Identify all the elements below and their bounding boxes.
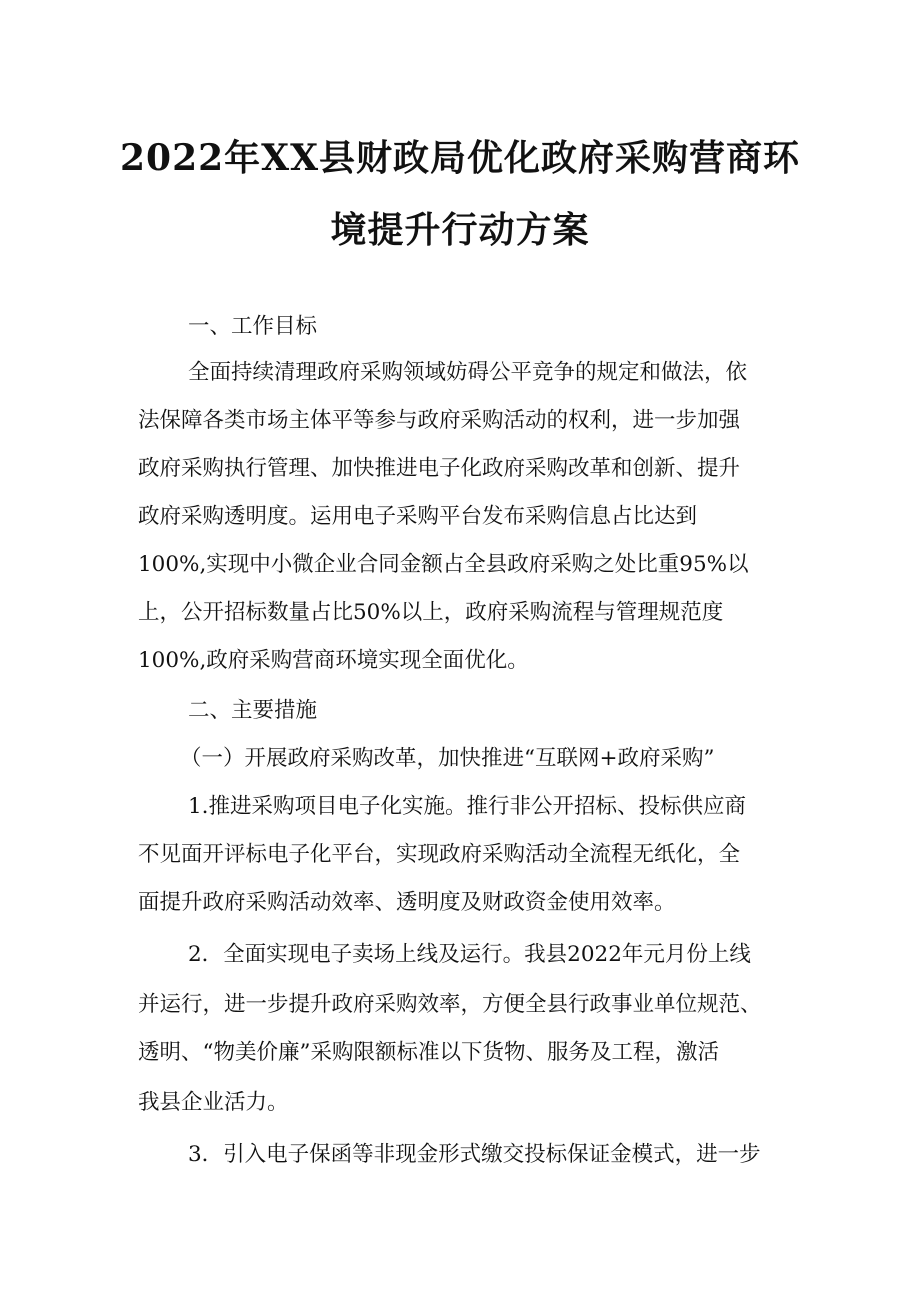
body-line: 政府采购透明度。运用电子采购平台发布采购信息占比达到 — [138, 504, 698, 529]
body-line: 透明、“物美价廉”采购限额标准以下货物、服务及工程，激活 — [138, 1040, 719, 1065]
body-line: 面提升政府采购活动效率、透明度及财政资金使用效率。 — [138, 890, 676, 915]
body-line: 政府采购执行管理、加快推进电子化政府采购改革和创新、提升 — [138, 456, 741, 481]
body-line: 全面持续清理政府采购领域妨碍公平竞争的规定和做法，依 — [188, 360, 748, 385]
body-line: 我县企业活力。 — [138, 1090, 289, 1115]
section-heading-measures: 二、主要措施 — [188, 698, 318, 723]
body-line: 上，公开招标数量占比50%以上，政府采购流程与管理规范度 — [138, 600, 724, 625]
body-line: 100%,实现中小微企业合同金额占全县政府采购之处比重95%以 — [138, 552, 749, 577]
subsection-heading: （一）开展政府采购改革，加快推进“互联网+政府采购” — [180, 746, 715, 771]
body-line: 1.推进采购项目电子化实施。推行非公开招标、投标供应商 — [188, 794, 747, 819]
body-line: 100%,政府采购营商环境实现全面优化。 — [138, 648, 529, 673]
body-line: 3．引入电子保函等非现金形式缴交投标保证金模式，进一步 — [188, 1142, 761, 1167]
document-title-line-2: 境提升行动方案 — [330, 209, 590, 251]
document-title-line-1: 2022年XX县财政局优化政府采购营商环 — [119, 137, 801, 179]
body-line: 法保障各类市场主体平等参与政府采购活动的权利，进一步加强 — [138, 408, 741, 433]
body-line: 并运行，进一步提升政府采购效率，方便全县行政事业单位规范、 — [138, 992, 762, 1017]
body-line: 不见面开评标电子化平台，实现政府采购活动全流程无纸化，全 — [138, 842, 741, 867]
body-line: 2．全面实现电子卖场上线及运行。我县2022年元月份上线 — [188, 942, 751, 967]
section-heading-goals: 一、工作目标 — [188, 314, 318, 339]
